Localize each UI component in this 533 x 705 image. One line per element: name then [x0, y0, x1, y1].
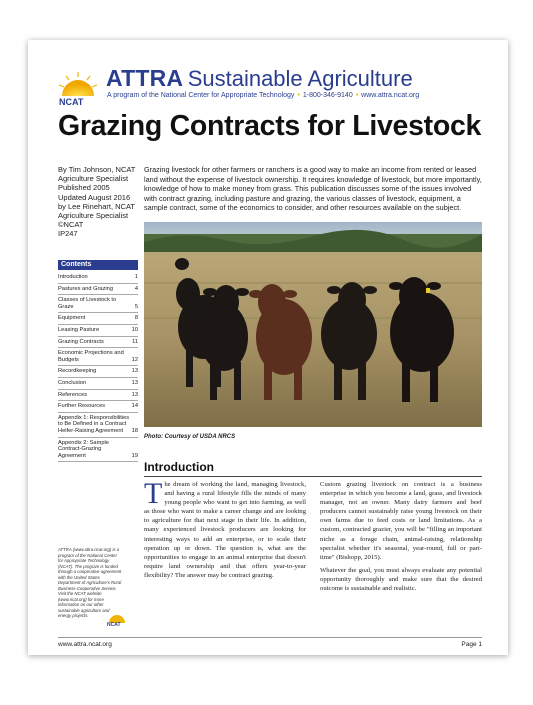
byline-line: Published 2005 — [58, 183, 110, 193]
intro-column-2 — [320, 480, 482, 593]
footer-url[interactable]: www.attra.ncat.org — [58, 641, 112, 648]
toc-item[interactable] — [58, 284, 138, 296]
toc-label: Further Resources — [58, 403, 106, 410]
toc-item[interactable] — [58, 413, 138, 438]
toc-item[interactable] — [58, 401, 138, 413]
abstract: Grazing livestock for other farmers or ranchers is a good way to make an income from rented or leased land without the expense of livestock ownership. It requires knowledge of livestock, but more importantly, knowledge of how to make money from grass. This publication discusses some of the issues involved with contract grazing, including pasture and grazing, the various classes of livestock, equipment, a sample contract, some of the economics to consider, and other resources available on the subject. — [144, 165, 482, 213]
toc-page: 11 — [132, 338, 138, 345]
tagline-phone: 1-800-346-9140 — [302, 92, 353, 99]
toc-label: Grazing Contracts — [58, 338, 104, 345]
toc-item[interactable] — [58, 325, 138, 337]
toc-page: 13 — [131, 379, 138, 386]
bullet-icon: • — [297, 92, 300, 99]
introduction-heading: Introduction — [144, 460, 482, 477]
logo-small-text: NCAT — [107, 622, 121, 628]
toc-label: Economic Projections and Budgets — [58, 350, 124, 363]
toc-item[interactable] — [58, 295, 138, 313]
footer-divider — [58, 637, 482, 638]
toc-label: Pastures and Grazing — [58, 285, 114, 292]
toc-page: 13 — [131, 391, 138, 398]
byline-line: IP247 — [58, 229, 78, 239]
toc-item[interactable] — [58, 378, 138, 390]
toc-item[interactable] — [58, 272, 138, 284]
toc-label: Leasing Pasture — [58, 326, 100, 333]
byline-line: ©NCAT — [58, 220, 84, 230]
bullet-icon: • — [355, 92, 359, 99]
footer-page-number: Page 1 — [461, 641, 482, 648]
toc-page: 14 — [131, 403, 138, 410]
tagline-url[interactable]: www.attra.ncat.org — [361, 92, 420, 99]
intro-paragraph — [144, 477, 306, 580]
toc-item[interactable] — [58, 313, 138, 325]
toc-label: Appendix 2: Sample Contract-Grazing Agreement — [58, 439, 109, 459]
toc-page: 13 — [131, 368, 138, 375]
document-page — [28, 40, 508, 655]
toc-label: References — [58, 391, 88, 398]
toc-label: Conclusion — [58, 379, 87, 386]
byline-line: Updated August 2016 — [58, 192, 131, 202]
toc-page: 5 — [134, 303, 138, 310]
table-of-contents — [58, 272, 138, 462]
toc-page: 1 — [134, 274, 138, 280]
intro-paragraph: Whatever the goal, you must always evaluate any potential opportunity thoroughly and make sure that the desired outcome is sustainable and realistic. — [320, 566, 482, 593]
byline — [58, 165, 143, 239]
attra-funding-note: ATTRA (www.attra.ncat.org) is a program of the National Center for Appropriate Technology (NCAT). The program is funded through a cooperative agreement with the United States Department of Agriculture's Rural Business-Cooperative Service. Visit the NCAT website (www.ncat.org) for more information on our other sustainable agriculture and energy projects. — [58, 547, 122, 618]
tagline — [107, 92, 419, 99]
intro-paragraph: Custom grazing livestock on contract is a business enterprise in which you become a land, grass, and livestock manager, not an owner. Many dairy farmers and beef producers cannot sustainably raise young livestock on their own farms due to feed costs or land limitations. As a custom, contracted grazier, you will be "filling an important niche as a forage chain, animal-raising, relationship specialist whether it's seasonal, year-round, full or part-time" (Bishopp, 2015). — [320, 481, 482, 561]
toc-page: 19 — [131, 452, 138, 459]
brand-title — [106, 65, 413, 92]
brand-sustainable-agriculture: Sustainable Agriculture — [187, 66, 413, 91]
byline-line: Agriculture Specialist — [58, 211, 129, 221]
toc-page: 4 — [134, 285, 138, 292]
toc-item[interactable] — [58, 438, 138, 463]
toc-item[interactable] — [58, 337, 138, 349]
toc-page: 18 — [131, 427, 138, 434]
page-title: Grazing Contracts for Livestock — [58, 110, 482, 142]
toc-page: 10 — [131, 326, 138, 333]
drop-cap: T — [144, 477, 163, 510]
cattle-photo — [144, 222, 482, 427]
toc-label: Introduction — [58, 274, 88, 280]
toc-item[interactable] — [58, 348, 138, 366]
byline-line: by Lee Rinehart, NCAT — [58, 201, 135, 211]
toc-label: Classes of Livestock to Graze — [58, 297, 117, 310]
tagline-program: A program of the National Center for Appropriate Technology — [107, 92, 295, 99]
toc-item[interactable] — [58, 366, 138, 378]
toc-item[interactable] — [58, 390, 138, 402]
byline-line: Agriculture Specialist — [58, 174, 129, 184]
toc-label: Recordkeeping — [58, 368, 97, 375]
intro-paragraph-text: he dream of working the land, managing livestock, and having a rural lifestyle fills the minds of many young people who want to get into farming, as well as those who want to make a career change and are looking to agriculture for that next stage in their life. In addition, many experienced livestock producers are looking for interesting ways to add an enterprise, or to scale their operation up or down. The question is, what are the opportunities to engage in an animal enterprise that doesn't require land ownership and that offers year-to-year flexibility? The answer may be contract grazing. — [144, 481, 306, 579]
intro-column-1 — [144, 477, 306, 580]
toc-page: 12 — [131, 356, 138, 363]
photo-caption: Photo: Courtesy of USDA NRCS — [144, 434, 236, 440]
logo-text: NCAT — [59, 97, 84, 107]
contents-heading: Contents — [58, 260, 138, 270]
byline-line: By Tim Johnson, NCAT — [58, 165, 136, 174]
brand-attra: ATTRA — [106, 65, 184, 91]
toc-page: 8 — [134, 315, 138, 322]
toc-label: Appendix 1: Responsibilities to Be Defined in a Contract Heifer-Raising Agreement — [58, 414, 130, 434]
toc-label: Equipment — [58, 315, 86, 322]
